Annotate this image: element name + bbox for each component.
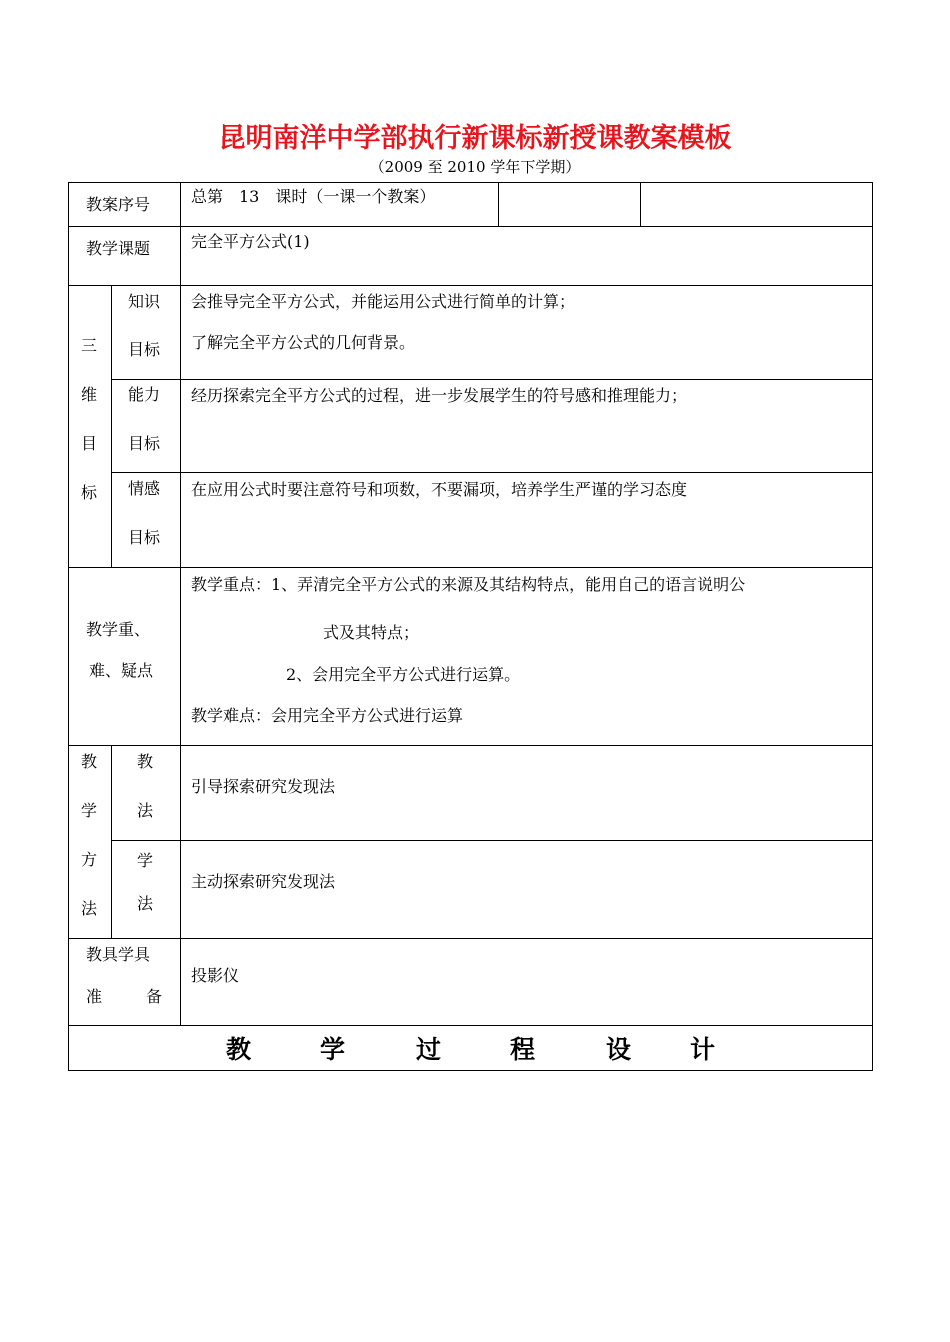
row-divider bbox=[111, 379, 873, 380]
knowledge-text: 会推导完全平方公式，并能运用公式进行简单的计算； bbox=[191, 292, 576, 311]
tools-label: 教具学具 bbox=[86, 945, 151, 964]
document-subtitle: （2009 至 2010 学年下学期） bbox=[369, 158, 581, 176]
column-divider bbox=[111, 745, 112, 938]
goals-group-label: 目 bbox=[81, 434, 98, 453]
tools-text: 投影仪 bbox=[191, 966, 240, 985]
column-divider bbox=[640, 182, 641, 226]
keypoints-text: 教学难点：会用完全平方公式进行运算 bbox=[191, 706, 464, 725]
row-divider bbox=[68, 567, 873, 568]
row-divider bbox=[68, 938, 873, 939]
document-title: 昆明南洋中学部执行新课标新授课教案模板 bbox=[218, 123, 732, 154]
methods-group-label: 学 bbox=[81, 801, 98, 820]
row-divider bbox=[68, 285, 873, 286]
knowledge-label: 目标 bbox=[128, 340, 161, 359]
column-divider bbox=[111, 285, 112, 567]
row-divider bbox=[68, 745, 873, 746]
heading-char: 过 bbox=[416, 1035, 442, 1064]
heading-char: 设 bbox=[606, 1035, 632, 1064]
methods-group-label: 方 bbox=[81, 850, 98, 869]
topic-value: 完全平方公式(1) bbox=[191, 232, 310, 251]
methods-group-label: 法 bbox=[81, 899, 98, 918]
ability-label: 能力 bbox=[128, 385, 161, 404]
row-divider bbox=[68, 1025, 873, 1026]
emotion-label: 情感 bbox=[128, 479, 161, 498]
row-divider bbox=[111, 472, 873, 473]
heading-char: 学 bbox=[320, 1035, 346, 1064]
column-divider bbox=[498, 182, 499, 226]
serial-value: 总第 13 课时（一课一个教案） bbox=[191, 187, 436, 206]
topic-label: 教学课题 bbox=[86, 239, 151, 258]
serial-label: 教案序号 bbox=[86, 195, 151, 214]
goals-group-label: 三 bbox=[81, 336, 98, 355]
learning-method-label: 法 bbox=[137, 894, 154, 913]
goals-group-label: 标 bbox=[81, 483, 98, 502]
keypoints-label: 教学重、 bbox=[86, 620, 151, 639]
tools-label: 备 bbox=[146, 987, 163, 1006]
process-design-heading bbox=[70, 1030, 870, 1064]
table-border-bottom bbox=[68, 1070, 873, 1071]
tools-label: 准 bbox=[86, 987, 103, 1006]
teaching-method-text: 引导探索研究发现法 bbox=[191, 777, 336, 796]
ability-label: 目标 bbox=[128, 434, 161, 453]
knowledge-text: 了解完全平方公式的几何背景。 bbox=[191, 333, 416, 352]
keypoints-text: 2、会用完全平方公式进行运算。 bbox=[286, 665, 521, 684]
methods-group-label: 教 bbox=[81, 752, 98, 771]
heading-char: 教 bbox=[226, 1035, 252, 1064]
knowledge-label: 知识 bbox=[128, 292, 161, 311]
goals-group-label: 维 bbox=[81, 385, 98, 404]
emotion-text: 在应用公式时要注意符号和项数，不要漏项，培养学生严谨的学习态度 bbox=[191, 480, 688, 499]
heading-char: 程 bbox=[510, 1035, 536, 1064]
row-divider bbox=[68, 226, 873, 227]
table-border-top bbox=[68, 182, 873, 183]
teaching-method-label: 教 bbox=[137, 752, 154, 771]
keypoints-text: 教学重点：1、弄清完全平方公式的来源及其结构特点，能用自己的语言说明公 bbox=[191, 575, 746, 594]
row-divider bbox=[111, 840, 873, 841]
teaching-method-label: 法 bbox=[137, 801, 154, 820]
learning-method-text: 主动探索研究发现法 bbox=[191, 872, 336, 891]
keypoints-text: 式及其特点； bbox=[323, 623, 420, 642]
learning-method-label: 学 bbox=[137, 851, 154, 870]
emotion-label: 目标 bbox=[128, 528, 161, 547]
ability-text: 经历探索完全平方公式的过程，进一步发展学生的符号感和推理能力； bbox=[191, 386, 688, 405]
table-border-right bbox=[872, 182, 873, 1071]
column-divider bbox=[180, 182, 181, 1026]
heading-char: 计 bbox=[690, 1035, 716, 1064]
keypoints-label: 难、疑点 bbox=[89, 661, 154, 680]
table-border-left bbox=[68, 182, 69, 1071]
